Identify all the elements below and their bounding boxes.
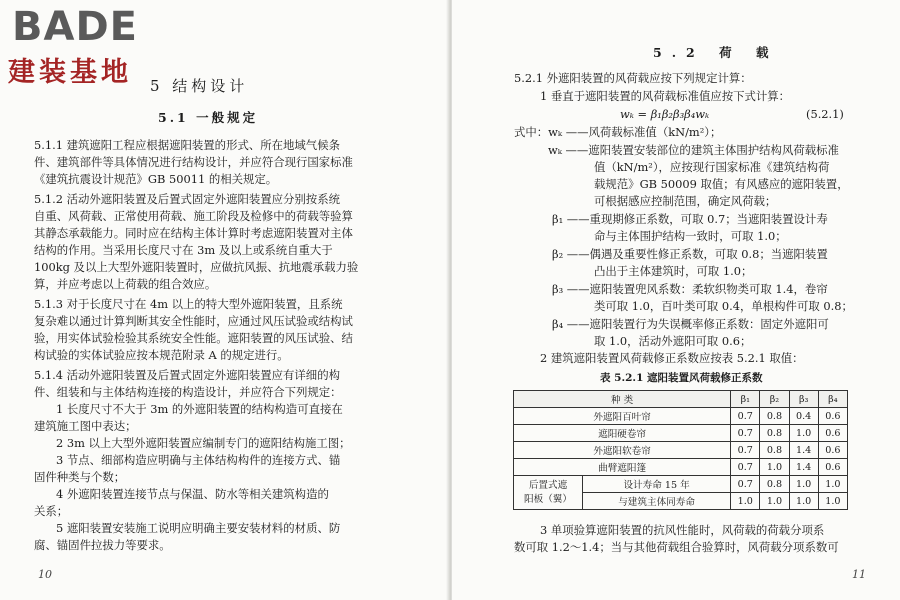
formula-number: (5.2.1) [806,107,844,121]
text-line: 复杂难以通过计算判断其安全性能时，应通过风压试验或结构试 [34,314,353,328]
text-line: 腐、锚固件拉拔力等要求。 [34,538,171,552]
table-cell: 与建筑主体同寿命 [583,493,731,510]
logo-chinese: 建装基地 [8,57,132,88]
text-line: 5.1.1 建筑遮阳工程应根据遮阳装置的形式、所在地域气候条 [34,138,340,152]
table-cell: 1.0 [818,476,847,493]
text-line: 值（kN/m²），应按现行国家标准《建筑结构荷 [594,160,830,174]
text-line: β₃ ——遮阳装置兜风系数：柔软织物类可取 1.4，卷帘 [552,282,828,296]
text-line: 1 长度尺寸不大于 3m 的外遮阳装置的结构构造可直接在 [56,402,343,416]
logo-english: BADE [12,4,138,50]
text-line: 固件种类与个数； [34,470,126,484]
table-cell: 1.0 [789,493,818,510]
text-line: 载规范》GB 50009 取值；有风感应的遮阳装置， [594,177,849,191]
table-header: β₄ [818,391,847,408]
page-number-right: 11 [852,568,866,581]
page-number-left: 10 [38,568,52,581]
text-line: 自重、风荷载、正常使用荷载、施工阶段及检修中的荷载等验算 [34,209,353,223]
section-title-5-2: 5.2 荷 载 [653,45,779,60]
text-line: 构试验的实体试验应按本规范附录 A 的规定进行。 [34,348,289,362]
text-line: 5.2.1 外遮阳装置的风荷载应按下列规定计算： [514,71,752,85]
text-line: 3 单项验算遮阳装置的抗风性能时，风荷载的荷载分项系 [540,523,825,537]
group-label-line: 后置式遮 [528,479,568,491]
chapter-title: 5 结构设计 [150,77,249,95]
table-header: β₂ [760,391,789,408]
table-cell: 1.0 [760,459,789,476]
text-line: 结构的作用。当采用长度尺寸在 3m 及以上或系统自重大于 [34,243,333,257]
text-line: 件、建筑部件等具体情况进行结构设计，并应符合现行国家标准 [34,155,353,169]
text-line: 命与主体围护结构一致时，可取 1.0； [594,229,787,243]
text-line: 5.1.2 活动外遮阳装置及后置式固定外遮阳装置应分别按系统 [34,192,340,206]
table-cell: 0.7 [731,459,760,476]
table-cell: 0.7 [731,425,760,442]
table-cell: 外遮阳软卷帘 [514,442,731,459]
text-line: β₁ ——重现期修正系数，可取 0.7；当遮阳装置设计寿 [552,212,828,226]
text-line: 3 节点、细部构造应明确与主体结构构件的连接方式、锚 [56,453,341,467]
text-line: 数可取 1.2～1.4；当与其他荷载组合验算时，风荷载分项系数可 [514,540,839,554]
brand-logo [6,4,186,88]
table-cell: 0.8 [760,425,789,442]
table-header-row [514,391,848,408]
table-row [514,459,848,476]
table-cell: 0.8 [760,442,789,459]
table-cell: 1.4 [789,442,818,459]
text-line: β₂ ——偶遇及重要性修正系数，可取 0.8；当遮阳装置 [552,247,828,261]
table-row [514,442,848,459]
text-line: 4 外遮阳装置连接节点与保温、防水等相关建筑构造的 [56,487,329,501]
table-header: 种 类 [514,391,731,408]
text-line: 类可取 1.0，百叶类可取 0.4，单根构件可取 0.8； [594,299,853,313]
table-cell: 1.0 [760,493,789,510]
text-line: 5 遮阳装置安装施工说明应明确主要安装材料的材质、防 [56,521,341,535]
table-cell: 1.4 [789,459,818,476]
table-cell: 1.0 [731,493,760,510]
text-line: 验，用实体试验检验其系统安全性能。遮阳装置的风压试验、结 [34,331,353,345]
text-line: 建筑施工图中表达； [34,419,137,433]
left-page [0,0,448,600]
table-cell: 0.8 [760,408,789,425]
text-line: 2 3m 以上大型外遮阳装置应编制专门的遮阳结构施工图； [56,436,351,450]
group-label-line: 阳板（翼） [524,493,572,505]
text-line: 可根据感应控制范围，确定风荷载； [594,194,777,208]
table-cell: 1.0 [789,476,818,493]
table-row [514,476,848,493]
table-cell: 外遮阳百叶帘 [514,408,731,425]
table-group-cell [514,476,583,510]
text-line: 凸出于主体建筑时，可取 1.0； [594,264,753,278]
table-cell: 0.8 [760,476,789,493]
wind-load-table [513,390,848,510]
text-line: 式中：wₖ ——风荷载标准值（kN/m²）； [514,125,722,139]
table-cell: 0.4 [789,408,818,425]
table-cell: 0.7 [731,476,760,493]
table-cell: 0.6 [818,408,847,425]
table-cell: 设计寿命 15 年 [583,476,731,493]
text-line: 算，并应考虑以上荷载的组合效应。 [34,277,217,291]
table-caption: 表 5.2.1 遮阳装置风荷载修正系数 [600,372,763,384]
table-cell: 0.6 [818,442,847,459]
text-line: 2 建筑遮阳装置风荷载修正系数应按表 5.2.1 取值： [540,351,804,365]
text-line: 5.1.3 对于长度尺寸在 4m 以上的特大型外遮阳装置，且系统 [34,297,343,311]
table-row [514,425,848,442]
table-cell: 1.0 [818,493,847,510]
text-line: 件、组装和与主体结构连接的构造设计，并应符合下列规定： [34,385,342,399]
table-cell: 0.6 [818,459,847,476]
text-line: 关系； [34,504,69,518]
table-header: β₃ [789,391,818,408]
table-row [514,408,848,425]
table-cell: 0.6 [818,425,847,442]
text-line: 《建筑抗震设计规范》GB 50011 的相关规定。 [34,172,278,186]
table-cell: 遮阳硬卷帘 [514,425,731,442]
text-line: 1 垂直于遮阳装置的风荷载标准值应按下式计算： [540,89,791,103]
table-cell: 0.7 [731,408,760,425]
text-line: 取 1.0，活动外遮阳可取 0.6； [594,334,752,348]
section-title-5-1: 5.1 一般规定 [158,110,259,125]
text-line: wₖ ——遮阳装置安装部位的建筑主体围护结构风荷载标准 [548,143,839,157]
text-line: 5.1.4 活动外遮阳装置及后置式固定外遮阳装置应有详细的构 [34,368,340,382]
table-cell: 1.0 [789,425,818,442]
table-cell: 0.7 [731,442,760,459]
table-cell: 曲臂遮阳篷 [514,459,731,476]
formula: wₖ = β₁β₂β₃β₄wₖ [620,107,710,121]
text-line: 其静态承载能力。同时应在结构主体计算时考虑遮阳装置对主体 [34,226,353,240]
table-header: β₁ [731,391,760,408]
text-line: β₄ ——遮阳装置行为失误概率修正系数：固定外遮阳可 [552,317,829,331]
text-line: 100kg 及以上大型外遮阳装置时，应做抗风振、抗地震承载力验 [34,260,359,274]
